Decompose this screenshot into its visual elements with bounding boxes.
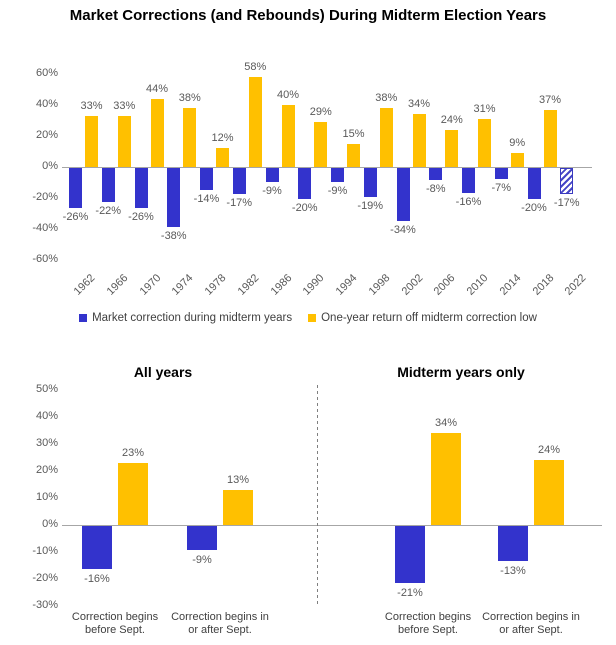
- summary-y-tick-40%: 40%: [35, 410, 58, 422]
- correction-label-1966: -22%: [95, 205, 122, 218]
- summary-category-label-1-1: [482, 611, 580, 637]
- category-line1-0-0: Correction begins: [71, 611, 159, 623]
- rebound-label-1982: 58%: [244, 61, 267, 74]
- summary-y-tick-30%: 30%: [35, 437, 58, 449]
- correction-label-2018: -20%: [521, 202, 547, 214]
- summary-y-tick--20%: -20%: [32, 572, 58, 584]
- rebound-bar-2010: [478, 119, 491, 167]
- chart-legend: [0, 312, 616, 324]
- correction-label-1962: -26%: [62, 211, 89, 224]
- summary-y-tick--30%: -30%: [32, 599, 58, 611]
- correction-label-1998: -19%: [357, 200, 384, 213]
- rebound-bar-1970: [151, 99, 164, 167]
- correction-label-2014: -7%: [491, 181, 512, 194]
- correction-label-2002: -34%: [390, 223, 416, 236]
- summary-y-tick-50%: 50%: [35, 383, 58, 395]
- x-axis-label-2018: 2018: [530, 272, 556, 298]
- panel-divider: [317, 385, 318, 607]
- summary-rebound-bar-0-1: [223, 490, 253, 525]
- x-axis-label-1986: 1986: [268, 272, 294, 298]
- summary-y-tick-10%: 10%: [35, 491, 58, 503]
- x-axis-label-1962: 1962: [71, 272, 98, 298]
- panel-title-1: Midterm years only: [397, 364, 525, 380]
- y-axis-tick--60%: -60%: [32, 253, 58, 265]
- rebound-bar-2002: [413, 114, 426, 167]
- correction-label-2022: -17%: [553, 197, 580, 210]
- correction-bar-1974: [167, 168, 180, 227]
- rebound-bar-1994: [347, 144, 360, 167]
- summary-correction-bar-0-0: [82, 526, 112, 569]
- summary-category-label-1-0: [385, 611, 471, 637]
- correction-bar-1982: [233, 168, 246, 194]
- rebound-label-1966: 33%: [113, 99, 136, 112]
- rebound-label-1998: 38%: [375, 92, 398, 105]
- summary-category-label-0-0: [72, 611, 158, 637]
- rebound-label-1990: 29%: [309, 106, 332, 119]
- rebound-bar-1966: [118, 116, 131, 167]
- rebound-bar-1982: [249, 77, 262, 167]
- rebound-bar-2018: [544, 110, 557, 167]
- rebound-bar-1962: [85, 116, 98, 167]
- legend-item-rebound: [308, 312, 537, 324]
- summary-rebound-bar-0-0: [118, 463, 148, 525]
- rebound-bar-1986: [282, 105, 295, 167]
- panel-title-0: All years: [133, 364, 193, 380]
- summary-rebound-label-1-1: 24%: [537, 444, 561, 457]
- x-axis-label-2010: 2010: [464, 272, 491, 298]
- correction-label-1990: -20%: [291, 202, 318, 214]
- summary-rebound-bar-1-1: [534, 460, 564, 525]
- rebound-label-2018: 37%: [538, 93, 562, 106]
- x-axis-label-1998: 1998: [366, 272, 393, 298]
- category-line2-1-0: before Sept.: [398, 624, 458, 637]
- summary-rebound-label-1-0: 34%: [434, 417, 458, 430]
- x-axis-label-1966: 1966: [104, 272, 131, 298]
- correction-bar-1994: [331, 168, 344, 182]
- correction-bar-1978: [200, 168, 213, 190]
- legend-rebound-label: One-year return off midterm correction low: [321, 312, 537, 324]
- summary-y-tick-20%: 20%: [35, 464, 58, 476]
- rebound-label-1962: 33%: [80, 99, 103, 112]
- x-axis-label-2014: 2014: [497, 272, 524, 298]
- y-axis-tick--40%: -40%: [32, 222, 58, 234]
- x-axis-label-2022: 2022: [562, 272, 589, 298]
- summary-correction-bar-1-0: [395, 526, 425, 583]
- category-line2-0-0: before Sept.: [85, 624, 145, 637]
- rebound-label-1994: 15%: [342, 127, 365, 140]
- rebound-label-2010: 31%: [473, 102, 496, 115]
- rebound-label-2014: 9%: [509, 137, 526, 150]
- summary-correction-bar-0-1: [187, 526, 217, 550]
- correction-label-2010: -16%: [455, 195, 482, 208]
- correction-label-1970: -26%: [128, 211, 154, 224]
- rebound-label-1978: 12%: [211, 132, 234, 145]
- correction-bar-1986: [266, 168, 279, 182]
- correction-bar-2006: [429, 168, 442, 180]
- category-line2-0-1: or after Sept.: [188, 624, 252, 637]
- x-axis-label-1974: 1974: [169, 272, 196, 298]
- correction-bar-1998: [364, 168, 377, 197]
- summary-correction-label-0-0: -16%: [84, 573, 110, 586]
- rebound-bar-1990: [314, 122, 327, 167]
- summary-y-tick--10%: -10%: [32, 545, 58, 557]
- summary-y-tick-0%: 0%: [42, 518, 58, 530]
- correction-bar-2014: [495, 168, 508, 179]
- correction-label-1974: -38%: [160, 229, 187, 242]
- legend-correction-label: Market correction during midterm years: [92, 312, 293, 324]
- rebound-bar-1974: [183, 108, 196, 167]
- correction-bar-1966: [102, 168, 115, 202]
- correction-bar-1962: [69, 168, 82, 208]
- correction-label-1994: -9%: [327, 184, 348, 197]
- category-line1-0-1: Correction begins in: [171, 611, 269, 623]
- x-axis-label-1982: 1982: [235, 272, 262, 298]
- x-axis-label-1970: 1970: [137, 272, 163, 298]
- summary-correction-label-0-1: -9%: [192, 554, 212, 567]
- summary-correction-label-1-0: -21%: [397, 586, 423, 599]
- legend-item-correction: [79, 312, 292, 324]
- page-title: Market Corrections (and Rebounds) During Midterm Election Years: [69, 7, 547, 24]
- summary-rebound-label-0-0: 23%: [121, 446, 145, 459]
- x-axis-label-2002: 2002: [399, 272, 425, 298]
- correction-label-1978: -14%: [193, 192, 220, 205]
- rebound-bar-1998: [380, 108, 393, 167]
- x-axis-label-1978: 1978: [202, 272, 229, 298]
- rebound-label-1986: 40%: [276, 89, 300, 101]
- rebound-bar-1978: [216, 148, 229, 167]
- x-axis-label-1994: 1994: [333, 272, 360, 298]
- y-axis-tick-40%: 40%: [35, 98, 58, 110]
- correction-label-1982: -17%: [226, 197, 253, 210]
- correction-label-2006: -8%: [425, 183, 446, 196]
- correction-bar-2002: [397, 168, 410, 221]
- x-axis-label-2006: 2006: [431, 272, 458, 298]
- summary-rebound-bar-1-0: [431, 433, 461, 525]
- category-line2-1-1: or after Sept.: [499, 624, 563, 637]
- y-axis-tick-60%: 60%: [35, 67, 58, 79]
- y-axis-tick-0%: 0%: [42, 160, 58, 172]
- y-axis-tick--20%: -20%: [32, 191, 58, 203]
- summary-correction-bar-1-1: [498, 526, 528, 561]
- correction-bar-2018: [528, 168, 541, 199]
- correction-label-1986: -9%: [262, 184, 282, 197]
- correction-bar-2010: [462, 168, 475, 193]
- rebound-label-2006: 24%: [440, 113, 463, 126]
- rebound-bar-2006: [445, 130, 458, 167]
- correction-swatch-icon: [79, 314, 87, 322]
- summary-category-label-0-1: [171, 611, 269, 637]
- rebound-swatch-icon: [308, 314, 316, 322]
- x-axis-label-1990: 1990: [300, 272, 327, 298]
- correction-bar-1970: [135, 168, 148, 208]
- y-axis-tick-20%: 20%: [35, 129, 58, 141]
- rebound-label-2002: 34%: [407, 98, 431, 111]
- summary-rebound-label-0-1: 13%: [226, 473, 250, 486]
- category-line1-1-0: Correction begins: [384, 611, 472, 623]
- correction-bar-1990: [298, 168, 311, 199]
- rebound-label-1970: 44%: [145, 82, 169, 95]
- forecast-correction-bar-2022: [560, 168, 573, 194]
- summary-correction-label-1-1: -13%: [500, 565, 526, 578]
- rebound-label-1974: 38%: [178, 92, 201, 105]
- rebound-bar-2014: [511, 153, 524, 167]
- category-line1-1-1: Correction begins in: [482, 611, 580, 623]
